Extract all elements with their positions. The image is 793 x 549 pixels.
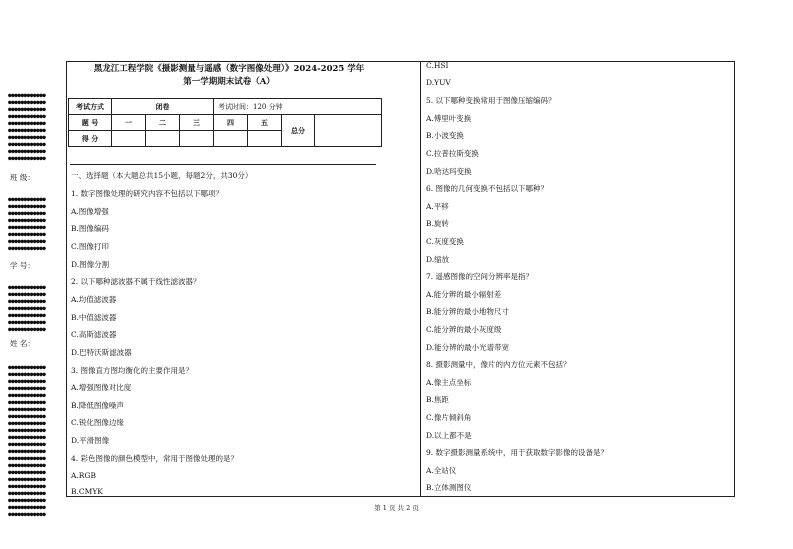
score-table	[68, 98, 382, 147]
answer-option: A.全站仪	[426, 466, 457, 475]
exam-time: 考试时间：120 分钟	[214, 99, 382, 115]
answer-option: A.能分辨的最小辐射差	[426, 290, 502, 299]
question-text: 5. 以下哪种变换常用于图像压缩编码？	[426, 96, 556, 105]
exam-title-line2: 第一学期期末试卷（A）	[183, 77, 275, 87]
answer-option: C.灰度变换	[426, 237, 464, 246]
answer-option: D.以上都不是	[426, 431, 472, 440]
answer-option: B.降低图像噪声	[71, 401, 124, 410]
answer-option: B.旋转	[426, 219, 449, 228]
page-number: 第 1 页 共 2 页	[374, 504, 419, 512]
answer-option: C.图像打印	[71, 242, 109, 251]
question-text: 7. 遥感图像的空间分辨率是指？	[426, 272, 534, 281]
part-header: 四	[214, 115, 248, 131]
question-text: 3. 图像直方图均衡化的主要作用是？	[71, 366, 194, 375]
student-id-label: 学 号：	[10, 261, 35, 270]
question-text: 9. 数字摄影测量系统中，用于获取数字影像的设备是？	[426, 448, 609, 457]
answer-option: A.增强图像对比度	[71, 383, 132, 392]
binding-margin	[8, 92, 58, 532]
column-divider	[420, 61, 421, 497]
name-label: 姓 名：	[10, 339, 35, 348]
answer-option: A.像主点坐标	[426, 378, 472, 387]
answer-option: A.均值滤波器	[71, 295, 117, 304]
answer-option: B.中值滤波器	[71, 313, 117, 322]
total-score-cell	[315, 115, 382, 147]
answer-option: C.像片倾斜角	[426, 413, 472, 422]
answer-option: B.图像编码	[71, 224, 109, 233]
answer-option: C.拉普拉斯变换	[426, 149, 479, 158]
answer-option: C.能分辨的最小灰度级	[426, 325, 502, 334]
answer-option: C.锐化图像边缘	[71, 418, 124, 427]
answer-option: B.CMYK	[71, 487, 103, 496]
question-text: 4. 彩色图像的颜色模型中，常用于图像处理的是？	[71, 454, 239, 463]
answer-option: D.YUV	[426, 78, 451, 87]
score-cell	[214, 131, 248, 147]
answer-option: C.高斯滤波器	[71, 330, 117, 339]
part-header: 一	[112, 115, 146, 131]
score-cell	[112, 131, 146, 147]
score-cell	[248, 131, 282, 147]
answer-option: D.能分辨的最小光谱带宽	[426, 343, 510, 352]
answer-option: A.图像增强	[71, 207, 109, 216]
tear-line-dots: ●●●●●●●●●●●● ●●●●●●●●●●●● ●●●●●●●●●●●● ●●●●●●●●●●●● ●●●●●●●●●●●● ●●●●●●●●●●●● ●●●●●●●●●●●● ●●●●●●●●●●●● ●●●●●●●●●●●● ●●●●●●●●●●●● ●●●●●●●●●●●● ●●●●●●●●●●●● ●●●●●●●●●●●● ●●●●●●●●●●●● ●●●●●●●●●●●● ●●●●●●●●●●●● ●●●●●●●●●●●● ●●●●●●●●●●●● ●●●●●●●●●●●● ●●●●●●●●●●●● ●●●●●●●●●●●● ●●●●●●●●●●●●	[8, 364, 46, 518]
exam-title-line1: 黑龙江工程学院《摄影测量与遥感（数字图像处理）》2024-2025 学年	[93, 64, 365, 74]
part-header: 三	[180, 115, 214, 131]
question-text: 6. 图像的几何变换不包括以下哪种？	[426, 184, 549, 193]
exam-mode-value: 闭卷	[112, 99, 214, 115]
part-header: 二	[146, 115, 180, 131]
question-no-label: 题 号	[69, 115, 112, 131]
section-rule	[70, 164, 376, 165]
score-cell	[146, 131, 180, 147]
part-header: 五	[248, 115, 282, 131]
answer-option: C.HSI	[426, 61, 449, 70]
answer-option: D.平滑图像	[71, 436, 110, 445]
score-label: 得 分	[69, 131, 112, 147]
total-label: 总分	[282, 115, 315, 147]
answer-option: D.缩放	[426, 255, 450, 264]
answer-option: A.平移	[426, 202, 449, 211]
answer-option: D.巴特沃斯滤波器	[71, 348, 132, 357]
answer-option: B.小波变换	[426, 131, 464, 140]
question-text: 1. 数字图像处理的研究内容不包括以下哪项？	[71, 189, 224, 198]
answer-option: B.立体测图仪	[426, 483, 472, 492]
answer-option: D.图像分割	[71, 260, 110, 269]
score-cell	[180, 131, 214, 147]
answer-option: B.能分辨的最小地物尺寸	[426, 307, 509, 316]
class-label: 班 级：	[10, 173, 35, 182]
exam-mode-label: 考试方式	[69, 99, 112, 115]
tear-line-dots: ●●●●●●●●●●●● ●●●●●●●●●●●● ●●●●●●●●●●●● ●●●●●●●●●●●● ●●●●●●●●●●●● ●●●●●●●●●●●● ●●●●●●●●●●●● ●●●●●●●●●●●● ●●●●●●●●●●●● ●●●●●●●●●●●●	[8, 92, 46, 162]
section-heading: 一、选择题（本大题总共15小题，每题2分，共30分）	[71, 171, 253, 180]
answer-option: A.傅里叶变换	[426, 114, 472, 123]
question-text: 8. 摄影测量中，像片的内方位元素不包括？	[426, 360, 571, 369]
answer-option: A.RGB	[71, 471, 96, 480]
question-text: 2. 以下哪种滤波器不属于线性滤波器？	[71, 277, 201, 286]
answer-option: D.哈达玛变换	[426, 167, 472, 176]
tear-line-dots: ●●●●●●●●●●●● ●●●●●●●●●●●● ●●●●●●●●●●●● ●●●●●●●●●●●● ●●●●●●●●●●●● ●●●●●●●●●●●● ●●●●●●●●●●●●	[8, 284, 46, 333]
answer-option: B.焦距	[426, 395, 449, 404]
tear-line-dots: ●●●●●●●●●●●● ●●●●●●●●●●●● ●●●●●●●●●●●● ●●●●●●●●●●●● ●●●●●●●●●●●● ●●●●●●●●●●●● ●●●●●●●●●●●● ●●●●●●●●●●●●	[8, 196, 46, 252]
